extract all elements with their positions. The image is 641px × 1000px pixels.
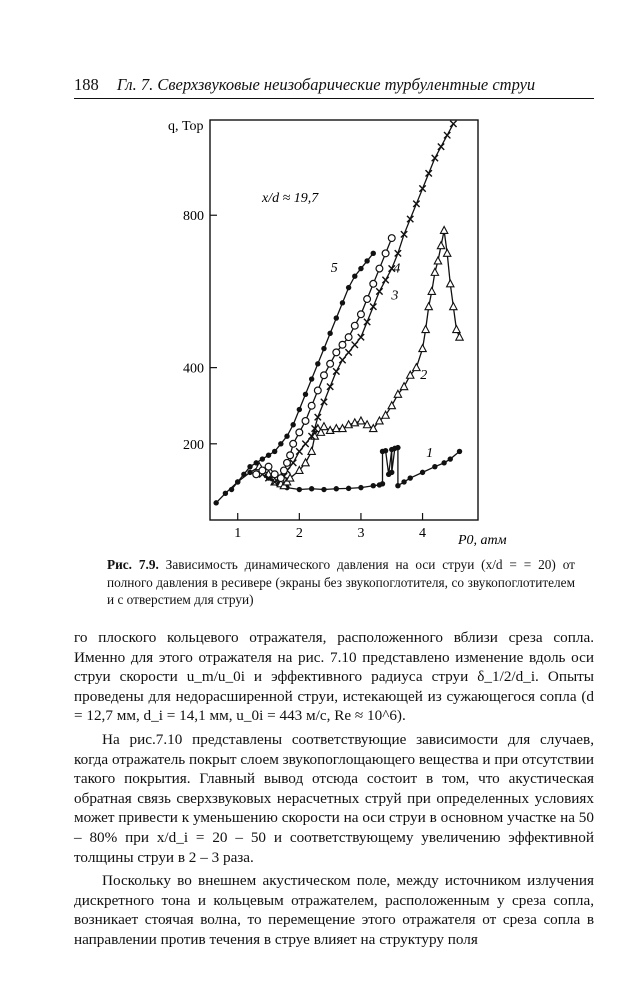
data-point (431, 268, 438, 275)
data-point (401, 231, 407, 237)
data-point (358, 334, 364, 340)
data-point (287, 452, 294, 459)
data-point (358, 266, 363, 271)
x-axis-label: P0, атм (458, 533, 507, 548)
series-4 (253, 235, 395, 482)
data-point (388, 235, 395, 242)
y-tick-label: 200 (183, 437, 204, 453)
data-point (290, 422, 295, 427)
figure-caption (107, 556, 575, 609)
data-point (352, 342, 358, 348)
series-label: 3 (391, 288, 399, 304)
x-tick-label: 4 (419, 526, 427, 541)
y-tick-label: 800 (183, 209, 204, 225)
data-point (241, 472, 246, 477)
data-point (395, 445, 400, 450)
data-point (254, 460, 259, 465)
data-point (333, 349, 340, 356)
data-point (376, 288, 382, 294)
figure-chart (0, 100, 641, 550)
data-point (401, 479, 406, 484)
data-point (320, 423, 327, 430)
data-point (443, 249, 450, 256)
data-point (302, 418, 309, 425)
data-point (453, 326, 460, 333)
running-header (74, 72, 594, 99)
data-point (302, 441, 308, 447)
data-point (400, 383, 407, 390)
data-point (345, 349, 351, 355)
data-point (448, 456, 453, 461)
data-point (235, 479, 240, 484)
data-point (441, 460, 446, 465)
data-point (395, 483, 400, 488)
data-point (440, 226, 447, 233)
paragraph: На рис.7.10 представлены соответствующие зависимости для случаев, когда отражатель покрыт слоем звукопоглощающего вещества и при отсутствии такого покрытия. Главный вывод отсюда состоит в том, что акустическая обратная связь сверхзвуковых нерасчетных струй при определенных условиях может привести к уменьшению скорости на оси струи в основном участке на 50 – 80% при x/d_i = 20 – 50 и соответствующему увеличению эффективной толщины струи в 2 – 3 раза. (74, 730, 594, 866)
data-point (364, 258, 369, 263)
series-label: 5 (330, 261, 338, 277)
data-point (426, 170, 432, 176)
x-tick-label: 1 (234, 526, 242, 541)
chapter-title: Гл. 7. Сверхзвуковые неизобарические турбулентные струи (116, 75, 536, 94)
data-point (259, 467, 266, 474)
data-point (253, 471, 260, 478)
x-tick-label: 3 (357, 526, 365, 541)
data-point (371, 251, 376, 256)
data-point (223, 491, 228, 496)
data-point (327, 360, 334, 367)
series-label: 1 (426, 445, 434, 461)
data-point (425, 303, 432, 310)
data-point (272, 449, 277, 454)
data-point (413, 201, 419, 207)
paragraph: Поскольку во внешнем акустическом поле, между источником излучения дискретного тона и кольцевым отражателем, расположенным у среза сопла, возникает стоячая волна, то перемещение этого отражателя от среза сопла в направлении против течения в струе влияет на структуру поля (74, 872, 594, 948)
data-point (395, 250, 401, 256)
data-point (321, 487, 326, 492)
data-point (428, 287, 435, 294)
data-point (450, 121, 456, 127)
x-tick-label: 2 (295, 526, 303, 541)
data-point (297, 487, 302, 492)
data-point (339, 357, 345, 363)
figure-annotation: x/d ≈ 19,7 (262, 191, 319, 206)
series-3 (259, 121, 456, 485)
y-tick-label: 400 (183, 361, 204, 377)
data-point (371, 483, 376, 488)
data-point (456, 333, 463, 340)
page-number: 188 (74, 75, 99, 94)
data-point (408, 475, 413, 480)
data-point (420, 470, 425, 475)
figure-label: Рис. 7.9. (107, 557, 159, 572)
data-point (339, 341, 346, 348)
data-point (382, 277, 388, 283)
data-point (388, 402, 395, 409)
data-point (278, 441, 283, 446)
data-point (271, 471, 278, 478)
data-point (419, 345, 426, 352)
data-point (284, 433, 289, 438)
data-point (450, 303, 457, 310)
data-point (437, 242, 444, 249)
data-point (351, 322, 358, 329)
data-point (290, 440, 297, 447)
data-point (382, 250, 389, 257)
data-point (321, 399, 327, 405)
y-axis-label: q, Тор (168, 119, 204, 134)
data-point (327, 331, 332, 336)
data-point (413, 364, 420, 371)
data-point (309, 376, 314, 381)
data-point (315, 361, 320, 366)
data-point (407, 216, 413, 222)
data-point (444, 132, 450, 138)
data-point (364, 319, 370, 325)
data-point (370, 303, 376, 309)
data-point (308, 402, 315, 409)
data-point (370, 280, 377, 287)
data-point (229, 487, 234, 492)
data-point (247, 470, 252, 475)
data-point (389, 470, 394, 475)
data-point (345, 334, 352, 341)
data-point (266, 453, 271, 458)
data-point (247, 464, 252, 469)
data-point (308, 447, 315, 454)
data-point (358, 311, 365, 318)
data-point (296, 448, 302, 454)
data-point (457, 449, 462, 454)
data-point (302, 459, 309, 466)
data-point (303, 392, 308, 397)
paragraph: го плоского кольцевого отражателя, расположенного вблизи среза сопла. Именно для этого отражателя на рис. 7.10 представлено изменение вдоль оси струи скорости u_m/u_0i и эффективного радиуса струи δ_1/2/d_i. Опыты проведены для недорасширенной струи, истекающей из сужающегося сопла (d = 12,7 мм, d_i = 14,1 мм, u_0i = 443 м/с, Re ≈ 10^6). (74, 629, 594, 725)
data-point (281, 467, 288, 474)
data-point (422, 326, 429, 333)
data-point (438, 143, 444, 149)
data-point (346, 285, 351, 290)
data-point (340, 300, 345, 305)
data-point (321, 346, 326, 351)
data-point (314, 387, 321, 394)
data-point (260, 456, 265, 461)
series-label: 4 (393, 261, 401, 277)
plot-frame (210, 120, 478, 520)
series-label: 2 (420, 368, 428, 384)
data-point (297, 407, 302, 412)
data-point (296, 429, 303, 436)
series-line (256, 238, 392, 478)
series-1 (213, 445, 462, 506)
data-point (334, 315, 339, 320)
data-point (346, 486, 351, 491)
data-point (380, 481, 385, 486)
body-text (74, 628, 594, 950)
data-point (432, 155, 438, 161)
data-point (358, 485, 363, 490)
data-point (333, 368, 339, 374)
data-point (321, 372, 328, 379)
data-point (334, 486, 339, 491)
series-5 (229, 251, 376, 493)
data-point (432, 464, 437, 469)
data-point (383, 448, 388, 453)
data-point (447, 280, 454, 287)
data-point (309, 486, 314, 491)
data-point (213, 500, 218, 505)
data-point (265, 463, 272, 470)
data-point (376, 265, 383, 272)
data-point (419, 185, 425, 191)
data-point (352, 273, 357, 278)
data-point (327, 383, 333, 389)
data-point (364, 296, 371, 303)
data-point (284, 459, 291, 466)
figure-caption-text: Зависимость динамического давления на оси струи (x/d = = 20) от полного давления в ресивере (экраны без звукопоглотителя, со звукопоглотителем и с отверстием для струи) (107, 557, 575, 607)
data-point (357, 417, 364, 424)
data-point (277, 475, 284, 482)
data-point (434, 257, 441, 264)
